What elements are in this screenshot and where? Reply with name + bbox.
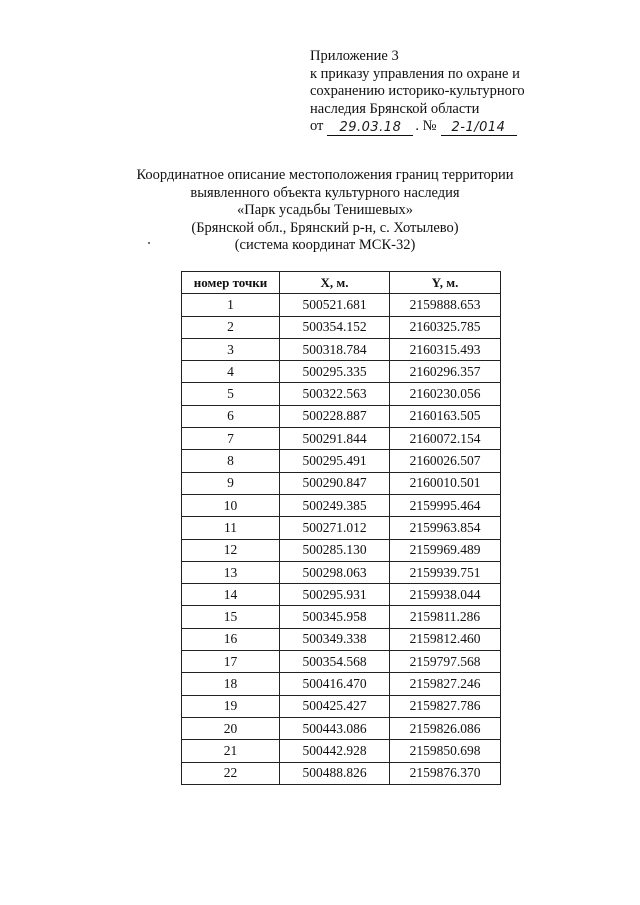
table-row — [182, 383, 501, 405]
cell-point-number: 2 — [182, 316, 280, 338]
cell-x: 500442.928 — [280, 740, 390, 762]
cell-y: 2159827.786 — [390, 695, 501, 717]
cell-y: 2160230.056 — [390, 383, 501, 405]
cell-x: 500291.844 — [280, 428, 390, 450]
cell-x: 500425.427 — [280, 695, 390, 717]
annex-date-line — [310, 118, 610, 136]
title-line: выявленного объекта культурного наследия — [190, 184, 460, 201]
cell-x: 500354.568 — [280, 651, 390, 673]
cell-point-number: 13 — [182, 561, 280, 583]
cell-y: 2159827.246 — [390, 673, 501, 695]
cell-x: 500271.012 — [280, 517, 390, 539]
table-row — [182, 539, 501, 561]
cell-y: 2160072.154 — [390, 428, 501, 450]
title-line: (система координат МСК-32) — [234, 237, 416, 253]
cell-x: 500349.338 — [280, 628, 390, 650]
table-row — [182, 450, 501, 472]
cell-x: 500295.335 — [280, 361, 390, 383]
annex-line: Приложение 3 — [310, 48, 399, 64]
cell-x: 500354.152 — [280, 316, 390, 338]
cell-y: 2159850.698 — [390, 740, 501, 762]
table-row — [182, 673, 501, 695]
handwritten-number: 2-1/014 — [441, 120, 517, 136]
table-header-row — [182, 272, 501, 294]
cell-x: 500249.385 — [280, 494, 390, 516]
table-row — [182, 472, 501, 494]
document-title — [90, 167, 560, 255]
header-x: X, м. — [280, 272, 390, 294]
annex-header — [310, 48, 610, 136]
cell-x: 500488.826 — [280, 762, 390, 784]
cell-y: 2160163.505 — [390, 405, 501, 427]
cell-point-number: 5 — [182, 383, 280, 405]
cell-y: 2159963.854 — [390, 517, 501, 539]
cell-point-number: 17 — [182, 651, 280, 673]
cell-y: 2160315.493 — [390, 338, 501, 360]
cell-y: 2160026.507 — [390, 450, 501, 472]
cell-y: 2159969.489 — [390, 539, 501, 561]
annex-line: наследия Брянской области — [310, 100, 480, 117]
header-point-number: номер точки — [182, 272, 280, 294]
cell-y: 2159797.568 — [390, 651, 501, 673]
cell-y: 2159939.751 — [390, 561, 501, 583]
cell-point-number: 18 — [182, 673, 280, 695]
annex-line: к приказу управления по охране и — [310, 65, 520, 82]
table-row — [182, 405, 501, 427]
cell-point-number: 16 — [182, 628, 280, 650]
cell-point-number: 21 — [182, 740, 280, 762]
cell-point-number: 7 — [182, 428, 280, 450]
cell-x: 500416.470 — [280, 673, 390, 695]
cell-point-number: 8 — [182, 450, 280, 472]
cell-point-number: 19 — [182, 695, 280, 717]
annex-line: сохранению историко-культурного — [310, 83, 525, 99]
cell-y: 2159888.653 — [390, 294, 501, 316]
cell-y: 2159876.370 — [390, 762, 501, 784]
cell-x: 500443.086 — [280, 717, 390, 739]
cell-y: 2159811.286 — [390, 606, 501, 628]
cell-point-number: 3 — [182, 338, 280, 360]
header-y: Y, м. — [390, 272, 501, 294]
table-row — [182, 494, 501, 516]
cell-point-number: 11 — [182, 517, 280, 539]
cell-point-number: 14 — [182, 584, 280, 606]
cell-y: 2160296.357 — [390, 361, 501, 383]
cell-x: 500322.563 — [280, 383, 390, 405]
cell-x: 500298.063 — [280, 561, 390, 583]
cell-point-number: 15 — [182, 606, 280, 628]
table-row — [182, 762, 501, 784]
cell-point-number: 12 — [182, 539, 280, 561]
table-row — [182, 561, 501, 583]
cell-y: 2159995.464 — [390, 494, 501, 516]
cell-point-number: 4 — [182, 361, 280, 383]
table-row — [182, 361, 501, 383]
table-row — [182, 294, 501, 316]
cell-x: 500521.681 — [280, 294, 390, 316]
cell-x: 500345.958 — [280, 606, 390, 628]
date-prefix: от — [310, 118, 324, 134]
cell-x: 500228.887 — [280, 405, 390, 427]
table-row — [182, 428, 501, 450]
cell-point-number: 9 — [182, 472, 280, 494]
cell-y: 2159826.086 — [390, 717, 501, 739]
table-row — [182, 584, 501, 606]
cell-y: 2159938.044 — [390, 584, 501, 606]
table-row — [182, 717, 501, 739]
cell-point-number: 1 — [182, 294, 280, 316]
cell-y: 2159812.460 — [390, 628, 501, 650]
cell-x: 500285.130 — [280, 539, 390, 561]
title-line: (Брянской обл., Брянский р-н, с. Хотылево) — [191, 219, 459, 236]
cell-x: 500295.931 — [280, 584, 390, 606]
table-row — [182, 695, 501, 717]
table-row — [182, 740, 501, 762]
number-prefix: . № — [415, 118, 437, 134]
cell-y: 2160325.785 — [390, 316, 501, 338]
cell-point-number: 6 — [182, 405, 280, 427]
cell-point-number: 10 — [182, 494, 280, 516]
scan-speck — [148, 242, 150, 244]
handwritten-date: 29.03.18 — [327, 120, 413, 136]
table-row — [182, 606, 501, 628]
title-line: Координатное описание местоположения границ территории — [136, 167, 514, 183]
cell-x: 500318.784 — [280, 338, 390, 360]
table-row — [182, 316, 501, 338]
cell-x: 500290.847 — [280, 472, 390, 494]
cell-point-number: 20 — [182, 717, 280, 739]
coordinates-table — [181, 271, 501, 785]
cell-point-number: 22 — [182, 762, 280, 784]
title-line: «Парк усадьбы Тенишевых» — [236, 202, 414, 218]
table-row — [182, 517, 501, 539]
table-row — [182, 338, 501, 360]
table-body — [182, 294, 501, 785]
table-row — [182, 628, 501, 650]
cell-x: 500295.491 — [280, 450, 390, 472]
cell-y: 2160010.501 — [390, 472, 501, 494]
table-row — [182, 651, 501, 673]
